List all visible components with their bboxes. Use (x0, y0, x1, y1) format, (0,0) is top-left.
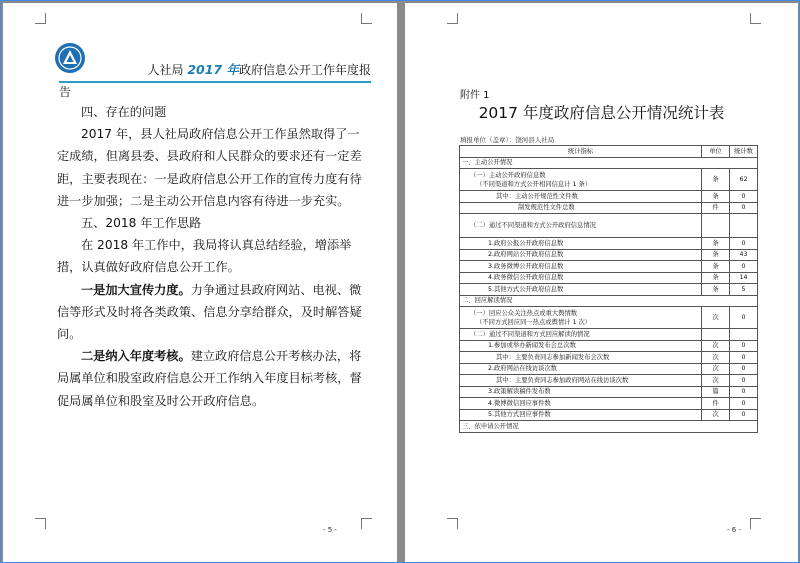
cell-count: 0 (730, 202, 758, 214)
cell-indicator (460, 386, 702, 398)
cell-count: 0 (730, 261, 758, 273)
crop-mark (447, 518, 458, 529)
cell-count: 43 (730, 249, 758, 261)
cell-indicator (460, 340, 702, 352)
page-number: - 6 - (727, 526, 741, 534)
cell-count: 14 (730, 272, 758, 284)
indicator-note: （不同渠道和方式公开相同信息计 1 条） (476, 180, 592, 188)
header-suffix: 政府信息公开工作年度报 (238, 63, 371, 77)
indicator-text: 二、回应解读情况 (462, 297, 513, 305)
indicator-text: （一）主动公开政府信息数 (470, 171, 546, 179)
cell-count: 62 (730, 169, 758, 191)
cell-unit: 条 (702, 169, 730, 191)
cell-count: 0 (730, 340, 758, 352)
indicator-text: 5.其他方式回应事件数 (488, 411, 551, 419)
cell-unit: 件 (702, 398, 730, 410)
indicator-text: 2.政府网站在线访谈次数 (488, 365, 557, 373)
indicator-text: 4.政务微信公开政府信息数 (488, 274, 564, 282)
cell-unit: 条 (702, 284, 730, 296)
page-number: - 5 - (323, 526, 337, 534)
indicator-text: 一、主动公开情况 (462, 159, 513, 167)
indicator-text: （一）回应公众关注热点或重大舆情数 (470, 309, 578, 317)
table-row (460, 214, 758, 238)
table-row (460, 272, 758, 284)
indicator-text: 1.政府公报公开政府信息数 (488, 239, 564, 247)
table-row (460, 398, 758, 410)
cell-count: 0 (730, 352, 758, 364)
crop-mark (447, 13, 458, 24)
cell-indicator (460, 272, 702, 284)
cell-indicator (460, 261, 702, 273)
paragraph (57, 279, 371, 346)
header-count: 统计数 (730, 146, 758, 158)
crop-mark (750, 518, 761, 529)
cell-unit: 条 (702, 238, 730, 250)
cell-indicator (460, 202, 702, 214)
table-row (460, 363, 758, 375)
cell-unit: 篇 (702, 386, 730, 398)
cell-indicator (460, 214, 702, 238)
fill-unit: 填报单位（盖章）：饶河县人社局 (460, 136, 555, 144)
bold-lead: 二是纳入年度考核。 (81, 349, 191, 364)
cell-unit (702, 214, 730, 238)
indicator-text: 其中：主要负责同志参加新闻发布会次数 (496, 353, 610, 361)
cell-indicator (460, 329, 702, 341)
table-row (460, 191, 758, 203)
paragraph-text: 建立政府信息公开考核办法，将局属单位和股室政府信息公开工作纳入年度目标考核，督促局属单位和股室及时公开政府信息。 (57, 349, 362, 408)
cell-indicator (460, 421, 758, 433)
header-prefix: 人社局 (147, 63, 184, 77)
cell-unit: 次 (702, 409, 730, 421)
table-row (460, 421, 758, 433)
bold-lead: 一是加大宣传力度。 (81, 282, 191, 297)
indicator-text: 5.其他方式公开政府信息数 (488, 285, 564, 293)
cell-indicator (460, 191, 702, 203)
cell-count: 5 (730, 284, 758, 296)
cell-count: 0 (730, 398, 758, 410)
cell-unit: 条 (702, 191, 730, 203)
cell-count (730, 214, 758, 238)
indicator-text: 其中：主动公开规范性文件数 (496, 192, 578, 200)
cell-indicator (460, 249, 702, 261)
cell-unit: 次 (702, 340, 730, 352)
indicator-text: 3.政策解读稿件发布数 (488, 388, 551, 396)
cell-indicator (460, 238, 702, 250)
table-row (460, 261, 758, 273)
table-row (460, 340, 758, 352)
cell-count (730, 329, 758, 341)
page-6 (405, 3, 798, 562)
running-header (59, 61, 371, 83)
indicator-text: 4.微博微信回应事件数 (488, 399, 551, 407)
table-row (460, 157, 758, 169)
cell-indicator (460, 169, 702, 191)
cell-indicator (460, 409, 702, 421)
cell-indicator (460, 307, 702, 329)
crop-mark (35, 13, 46, 24)
paragraph: 在 2018 年工作中，我局将认真总结经验，增添举措，认真做好政府信息公开工作。 (57, 238, 352, 275)
table-title: 2017 年度政府信息公开情况统计表 (478, 104, 725, 122)
attachment-label: 附件 1 (460, 90, 490, 101)
section-heading: 五、2018 年工作思路 (81, 216, 202, 231)
cell-indicator (460, 363, 702, 375)
header-year: 2017 年 (187, 62, 239, 77)
cell-indicator (460, 295, 758, 307)
indicator-note: （不同方式回应同一热点或舆情计 1 次） (476, 318, 592, 326)
cell-unit: 次 (702, 352, 730, 364)
paragraph (57, 345, 371, 412)
crop-mark (35, 518, 46, 529)
indicator-text: 3.政务微博公开政府信息数 (488, 262, 564, 270)
crop-mark (750, 13, 761, 24)
table-row (460, 352, 758, 364)
cell-indicator (460, 284, 702, 296)
cell-indicator (460, 157, 758, 169)
cell-unit: 条 (702, 261, 730, 273)
indicator-text: 2.政府网站公开政府信息数 (488, 251, 564, 259)
crop-mark (361, 13, 372, 24)
cell-count: 0 (730, 191, 758, 203)
table-header-row (460, 146, 758, 158)
indicator-text: （二）通过不同渠道和方式公开政府信息情况 (470, 222, 596, 229)
cell-unit: 次 (702, 363, 730, 375)
cell-count: 0 (730, 375, 758, 387)
table-row (460, 169, 758, 191)
header-indicator: 统计指标 (460, 146, 702, 158)
cell-count: 0 (730, 386, 758, 398)
body-text (57, 101, 371, 412)
indicator-text: 1.参加或举办新闻发布会总次数 (488, 342, 576, 350)
table-row (460, 375, 758, 387)
page-5 (3, 3, 397, 562)
header-continuation: 告 (59, 85, 72, 99)
table-row (460, 307, 758, 329)
cell-indicator (460, 352, 702, 364)
table-row (460, 284, 758, 296)
statistics-table (459, 145, 758, 433)
cell-unit: 次 (702, 375, 730, 387)
cell-count: 0 (730, 307, 758, 329)
cell-unit: 条 (702, 249, 730, 261)
cell-unit: 件 (702, 202, 730, 214)
indicator-text: 制发规范性文件总数 (518, 204, 575, 212)
table-row (460, 202, 758, 214)
cell-unit: 条 (702, 272, 730, 284)
table-row (460, 386, 758, 398)
cell-indicator (460, 398, 702, 410)
cell-unit: 次 (702, 307, 730, 329)
indicator-text: 其中：主要负责同志参加政府网站在线访谈次数 (496, 376, 629, 384)
table-row (460, 238, 758, 250)
cell-indicator (460, 375, 702, 387)
indicator-text: （二）通过不同渠道和方式回应解读的情况 (470, 330, 590, 338)
table-row (460, 409, 758, 421)
cell-unit (702, 329, 730, 341)
cell-count: 0 (730, 238, 758, 250)
section-heading: 四、存在的问题 (81, 105, 167, 119)
cell-count: 0 (730, 409, 758, 421)
crop-mark (361, 518, 372, 529)
header-unit: 单位 (702, 146, 730, 158)
paragraph: 2017 年，县人社局政府信息公开工作虽然取得了一定成绩，但离县委、县政府和人民群众的要求还有一定差距，主要表现在：一是政府信息公开工作的宣传力度有待进一步加强；二是主动公开信息内容有待进一步充实。 (57, 127, 362, 208)
table-row (460, 329, 758, 341)
cell-count: 0 (730, 363, 758, 375)
indicator-text: 三、依申请公开情况 (462, 422, 519, 430)
table-row (460, 295, 758, 307)
paragraph-text: 力争通过县政府网站、电视、微信等形式及时将各类政策、信息分享给群众，及时解答疑问。 (57, 282, 362, 342)
table-row (460, 249, 758, 261)
